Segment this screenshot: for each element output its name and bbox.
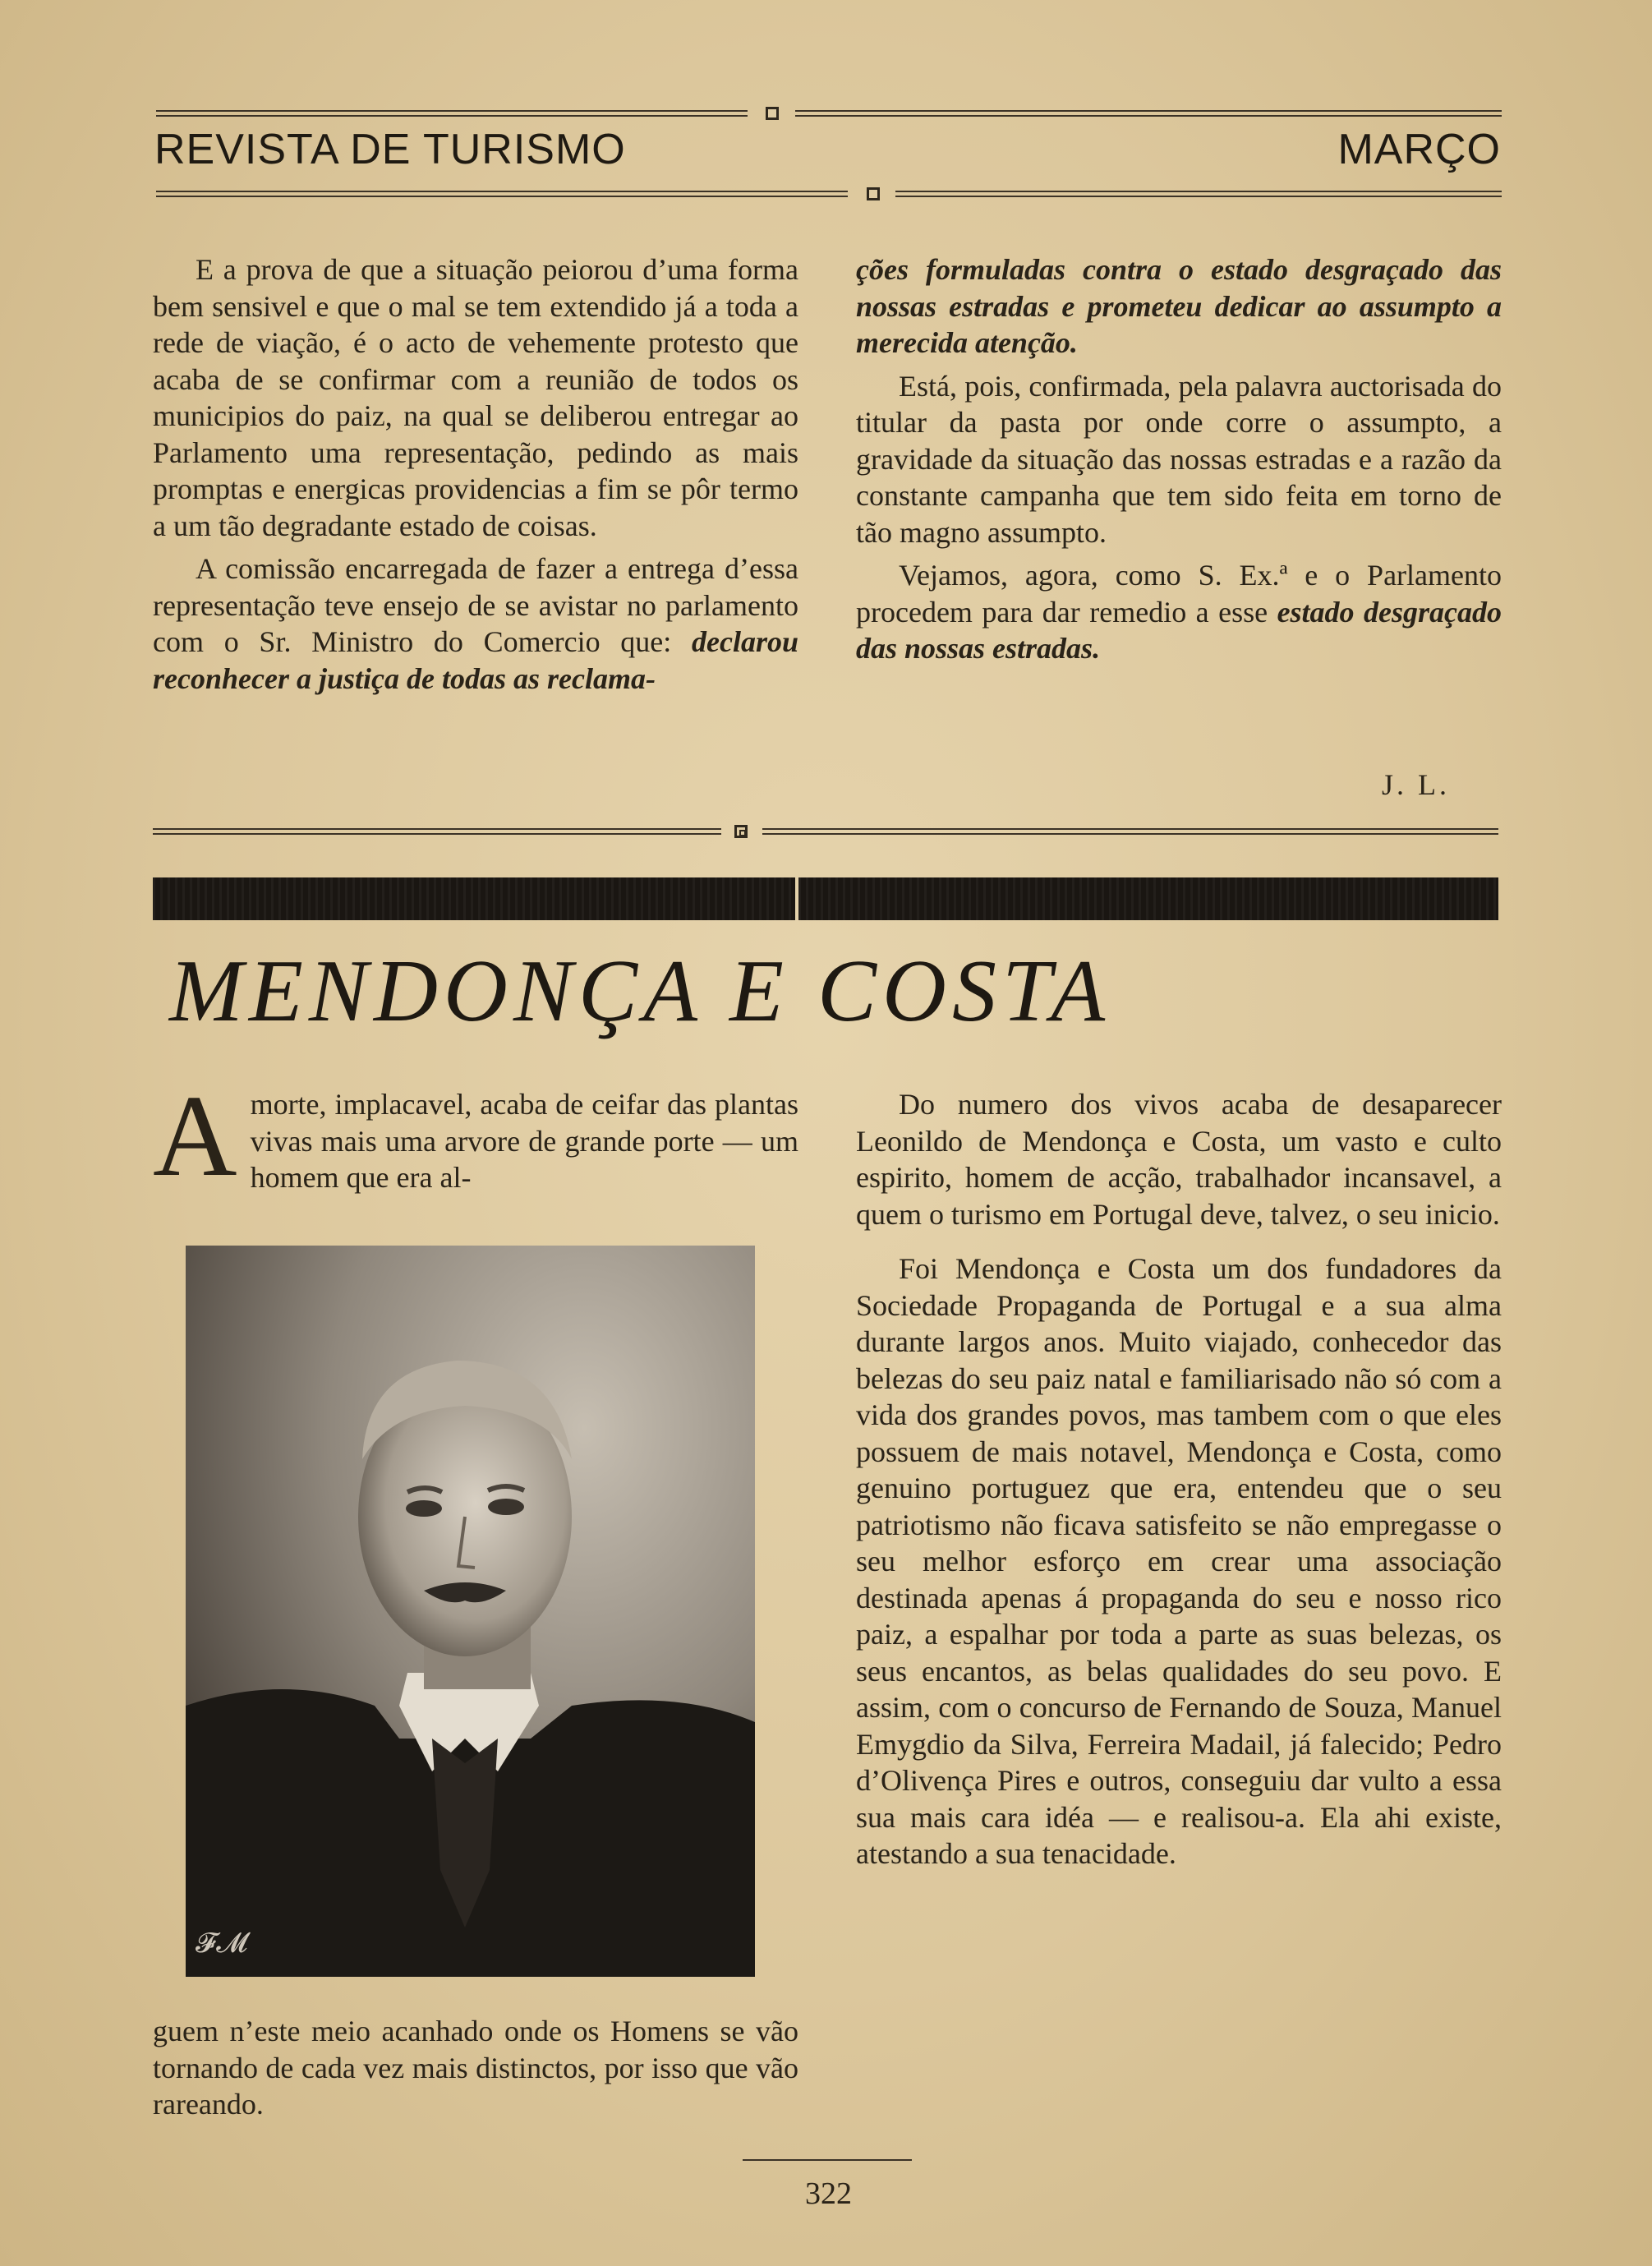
- section-divider-left: [153, 828, 721, 835]
- header-bottom-rule-left: [156, 191, 848, 197]
- paragraph: Foi Mendonça e Costa um dos fundadores da Sociedade Propaganda de Portugal e a sua alma durante largos anos. Muito viajado, conhecedor das belezas do seu paiz natal e familiarisado não só com a vida dos grandes povos, mas tambem com o que eles possuem de mais notavel, Mendonça e Costa, como genuino portuguez que era, entendeu que o seu patriotismo não ficava satisfeito se não empregasse o seu melhor esforço em crear uma associação destinada apenas á propaganda do seu e nosso rico paiz, a espalhar por toda a parte as suas belezas, os seus encantos, as belas qualidades do seu povo. E assim, com o concurso de Fernando de Souza, Manuel Emygdio da Silva, Ferreira Madail, já falecido; Pedro d’Olivença Pires e outros, conseguiu dar vulto a essa sua mais cara idéa — e realisou-a. Ela ahi existe, atestando a sua tenacidade.: [856, 1252, 1502, 1870]
- footer-rule: [743, 2159, 912, 2161]
- author-signature: J. L.: [1382, 768, 1450, 801]
- italic-quote: declarou reconhecer a justiça de todas as reclama-: [153, 625, 798, 695]
- top-article-left-column: [153, 251, 798, 697]
- paragraph: Do numero dos vivos acaba de desaparecer Leonildo de Mendonça e Costa, um vasto e culto espirito, homem de acção, trabalhador incansavel, a quem o turismo em Portugal deve, talvez, o seu inicio.: [856, 1088, 1502, 1231]
- black-banner-left: [153, 877, 795, 920]
- paragraph: E a prova de que a situação peiorou d’uma forma bem sensivel e que o mal se tem extendido já a toda a rede de viação, é o acto de vehemente protesto que acaba de se confirmar com a reunião de todos os municipios do paiz, na qual se deliberou entregar ao Parlamento uma representação, pedindo as mais promptas e energicas providencias a fim se pôr termo a um tão degradante estado de coisas.: [153, 253, 798, 542]
- portrait-image: [186, 1246, 755, 1977]
- paragraph: [856, 557, 1502, 667]
- header-top-rule-right: [795, 110, 1502, 117]
- svg-text:𝓕𝓜: 𝓕𝓜: [196, 1928, 248, 1959]
- black-banner-right: [798, 877, 1498, 920]
- article-title: MENDONÇA E COSTA: [169, 942, 1111, 1040]
- header-bottom-rule-right: [895, 191, 1502, 197]
- drop-cap: A: [153, 1071, 237, 1200]
- portrait-photo: [186, 1246, 755, 1977]
- paragraph-text: Vejamos, agora, como S. Ex.ª e o Parlamento procedem para dar remedio a esse: [856, 559, 1502, 629]
- issue-month: MARÇO: [1337, 126, 1501, 173]
- article-right-column: [856, 1086, 1502, 1872]
- page-number: 322: [805, 2176, 852, 2211]
- ornament-square: [766, 107, 779, 120]
- opening-paragraph: [153, 1071, 798, 1200]
- ornament-square: [734, 825, 748, 838]
- header-top-rule-left: [156, 110, 748, 117]
- article-left-column-bottom: [153, 2013, 798, 2123]
- article-left-column-top: [153, 1071, 798, 1200]
- paragraph: guem n’este meio acanhado onde os Homens se vão tornando de cada vez mais distinctos, por isso que vão rareando.: [153, 2015, 798, 2121]
- paragraph-text: A comissão encarregada de fazer a entrega d’essa representação teve ensejo de se avistar no parlamento com o Sr. Ministro do Comercio que:: [153, 552, 798, 658]
- italic-quote: estado desgraçado das nossas estradas.: [856, 595, 1502, 665]
- paragraph: [856, 251, 1502, 362]
- paragraph: Está, pois, confirmada, pela palavra auctorisada do titular da pasta por onde corre o assumpto, a gravidade da situação das nossas estradas e a razão da constante campanha que tem sido feita em torno de tão magno assumpto.: [856, 369, 1502, 549]
- top-article-right-column: [856, 251, 1502, 667]
- italic-quote: ções formuladas contra o estado desgraçado das nossas estradas e prometeu dedicar ao assumpto a merecida atenção.: [856, 253, 1502, 359]
- section-divider-right: [762, 828, 1498, 835]
- paragraph: [153, 550, 798, 697]
- magazine-title: REVISTA DE TURISMO: [154, 126, 626, 173]
- ornament-square: [867, 187, 880, 200]
- paragraph-text: morte, implacavel, acaba de ceifar das plantas vivas mais uma arvore de grande porte — um homem que era al-: [250, 1088, 798, 1194]
